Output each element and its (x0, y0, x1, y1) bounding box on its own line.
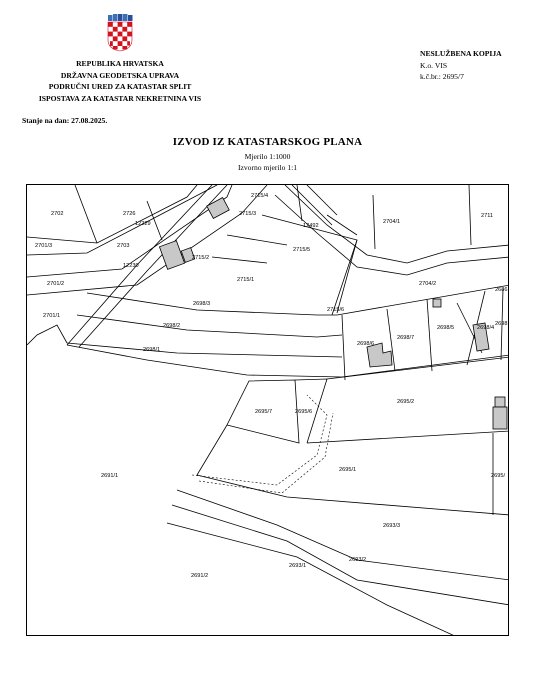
coat-of-arms-icon (107, 14, 133, 52)
parcel-label: 2695/ (491, 473, 505, 479)
building-2715-2 (159, 241, 184, 270)
parcel-label: 2715/4 (251, 193, 269, 199)
parcel-label: 2693/2 (349, 557, 367, 563)
parcel-label: 2695/7 (255, 409, 273, 415)
parcel-label: 2698/5 (437, 325, 455, 331)
parcel-label: 2698/6 (357, 341, 375, 347)
parcel-label: 2701/1 (43, 313, 61, 319)
parcel-labels (35, 193, 507, 579)
authority-line: ISPOSTAVA ZA KATASTAR NEKRETNINA VIS (38, 93, 202, 103)
parcel-label: 2701/3 (35, 243, 53, 249)
map-scale: Mjerilo 1:1000 (244, 152, 291, 161)
parcel-label: 2698/1 (143, 347, 161, 353)
authority-line: REPUBLIKA HRVATSKA (76, 59, 164, 68)
parcel-label: 2715/6 (327, 307, 345, 313)
parcel-label: 12230 (123, 263, 139, 269)
parcel-label: 2695/2 (397, 399, 415, 405)
parcel-label: 2686 (495, 287, 508, 293)
parcel-label: 2691/2 (191, 573, 209, 579)
parcel-label: 12229 (135, 221, 151, 227)
cadastral-map[interactable] (26, 184, 509, 636)
cadastral-municipality: K.o. VIS (420, 60, 448, 70)
status-date: Stanje na dan: 27.08.2025. (22, 116, 108, 125)
parcel-label: 2711 (481, 213, 494, 219)
parcel-label: 2715/2 (192, 255, 210, 261)
parcel-label: 2704/1 (383, 219, 401, 225)
original-scale: Izvorno mjerilo 1:1 (237, 163, 298, 172)
parcel-number: k.č.br.: 2695/7 (420, 72, 464, 81)
issuing-authority (0, 58, 240, 104)
document-info (420, 48, 502, 83)
parcel-label: 2695/1 (339, 467, 357, 473)
authority-line: PODRUČNI URED ZA KATASTAR SPLIT (48, 82, 192, 91)
parcel-label: 2715/3 (239, 211, 257, 217)
parcel-label: 2695/6 (295, 409, 313, 415)
page-title: IZVOD IZ KATASTARSKOG PLANA (172, 136, 363, 148)
building-2715-3 (207, 198, 229, 219)
copy-type: NESLUŽBENA KOPIJA (420, 49, 502, 58)
cadastral-map-drawing (27, 185, 509, 636)
parcel-label: 2715/1 (237, 277, 255, 283)
authority-line: DRŽAVNA GEODETSKA UPRAVA (60, 70, 180, 80)
parcel-label: 2691/1 (101, 473, 119, 479)
parcel-label: 2703 (117, 243, 130, 249)
parcel-label: 2715/5 (293, 247, 311, 253)
parcel-label: 2698/4 (477, 325, 495, 331)
building-2698-5 (433, 299, 441, 307)
parcel-label: 2701/2 (47, 281, 65, 287)
parcel-label: 2698 (495, 321, 508, 327)
parcel-label: 12492 (303, 223, 319, 229)
parcel-label: 2698/3 (193, 301, 211, 307)
buildings (159, 198, 507, 429)
building-2695-2-b (493, 407, 507, 429)
parcel-label: 2693/1 (289, 563, 307, 569)
parcel-label: 2693/3 (383, 523, 401, 529)
parcel-label: 2704/2 (419, 281, 437, 287)
parcel-label: 2698/2 (163, 323, 181, 329)
building-2695-2-a (495, 397, 505, 407)
parcel-label: 2702 (51, 211, 64, 217)
parcel-label: 2726 (123, 211, 136, 217)
parcel-label: 2698/7 (397, 335, 415, 341)
